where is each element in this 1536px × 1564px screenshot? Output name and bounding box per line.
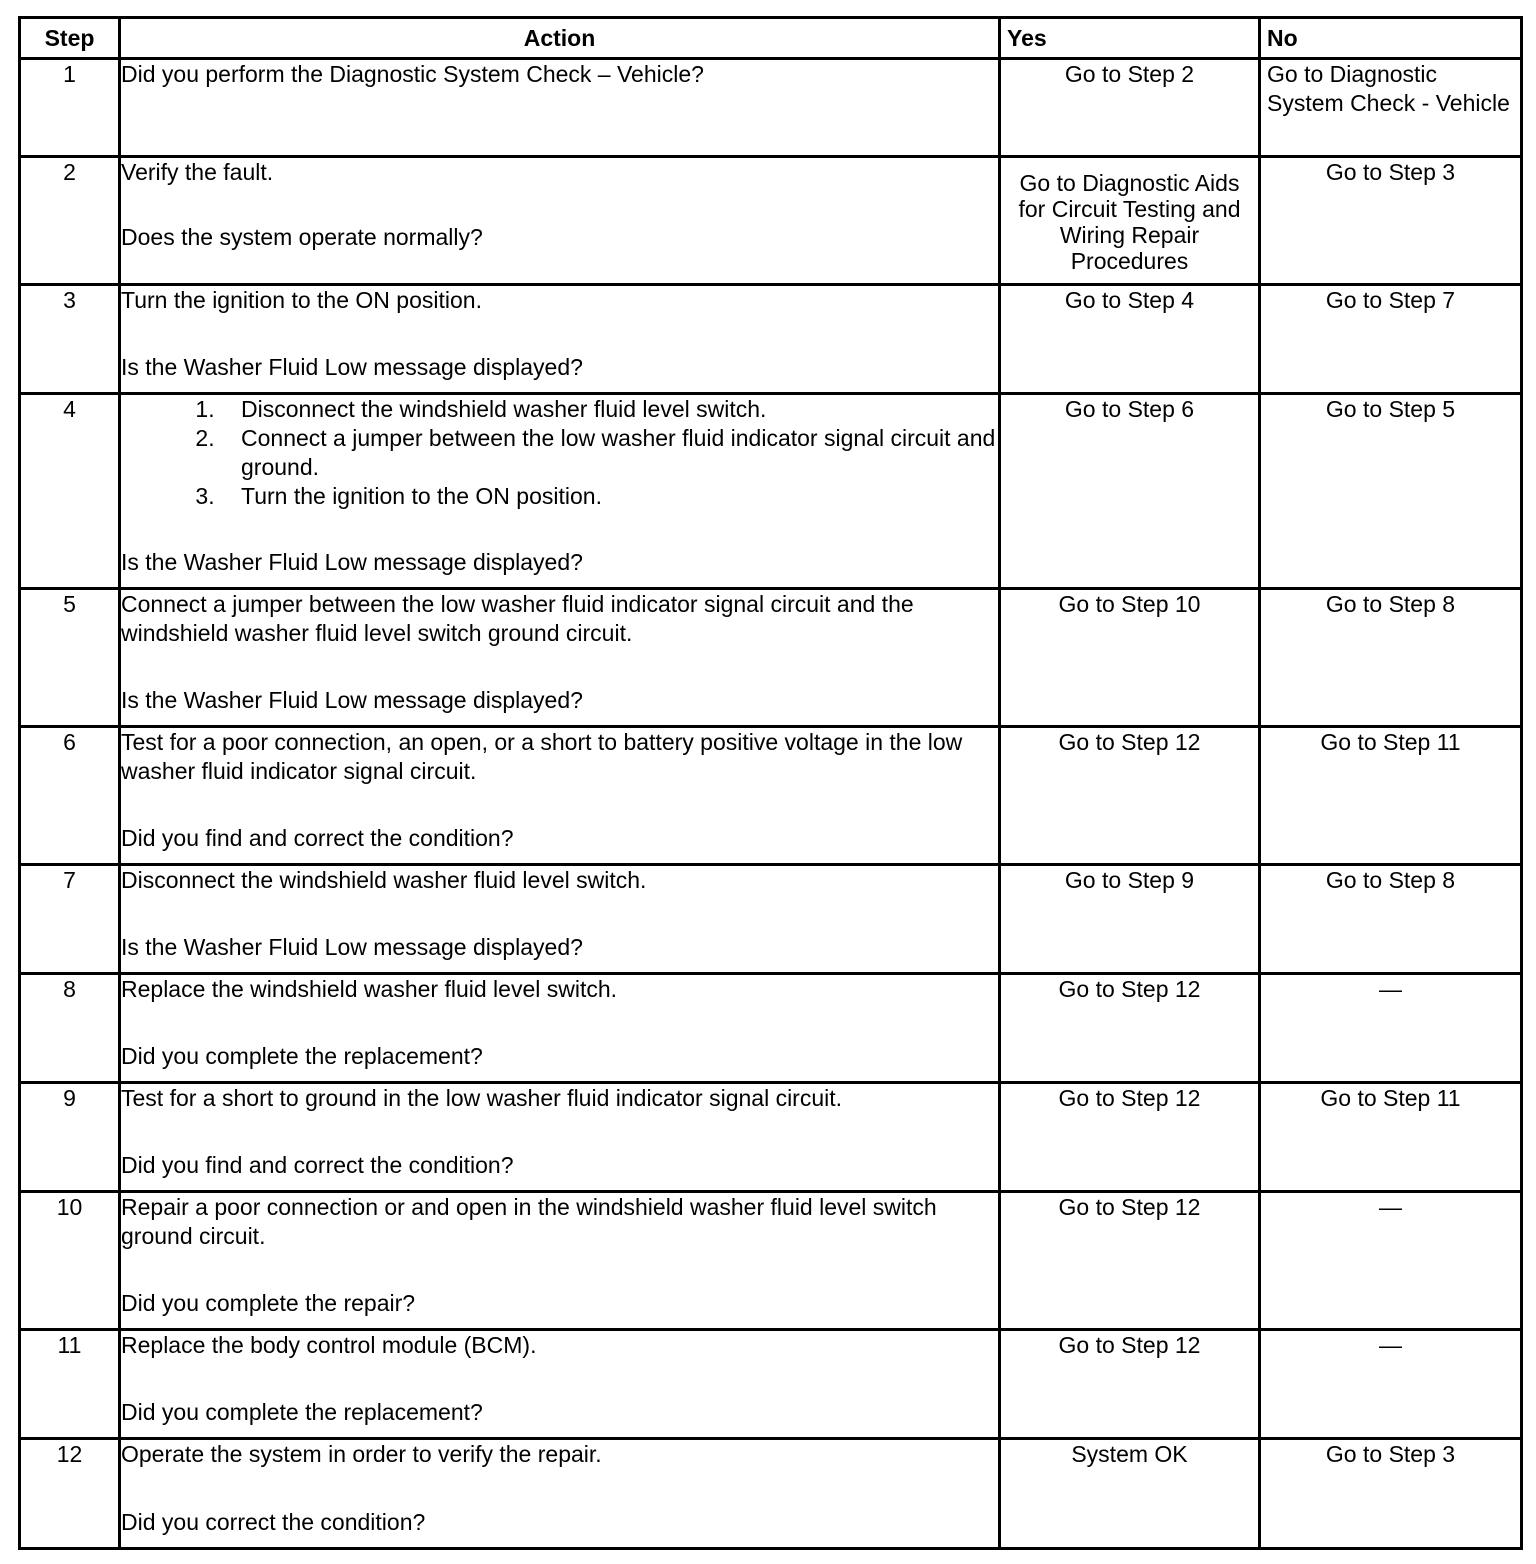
action-cell xyxy=(120,1439,1000,1549)
action-cell xyxy=(120,865,1000,974)
action-cell xyxy=(120,157,1000,285)
action-text: Operate the system in order to verify the repair. xyxy=(121,1441,602,1467)
diagnostic-table xyxy=(18,16,1523,1550)
table-row xyxy=(20,59,1522,157)
action-question: Is the Washer Fluid Low message displayed? xyxy=(121,687,583,713)
action-question: Did you complete the replacement? xyxy=(121,1399,483,1425)
step-number: 10 xyxy=(20,1192,120,1330)
yes-cell: Go to Step 12 xyxy=(1000,727,1260,865)
action-cell xyxy=(120,1083,1000,1192)
action-question: Does the system operate normally? xyxy=(121,224,483,250)
table-row xyxy=(20,589,1522,727)
step-number: 2 xyxy=(20,157,120,285)
step-number: 3 xyxy=(20,285,120,394)
action-cell xyxy=(120,974,1000,1083)
table-row xyxy=(20,157,1522,285)
action-question: Did you complete the replacement? xyxy=(121,1043,483,1069)
header-action: Action xyxy=(120,18,1000,59)
substep-item: 2. Connect a jumper between the low washer fluid indicator signal circuit and ground. xyxy=(221,424,998,482)
action-text: Replace the windshield washer fluid level switch. xyxy=(121,976,618,1002)
action-question: Did you complete the repair? xyxy=(121,1290,416,1316)
yes-cell: Go to Step 6 xyxy=(1000,394,1260,589)
substep-item: 1. Disconnect the windshield washer fluid level switch. xyxy=(221,395,998,424)
header-no: No xyxy=(1260,18,1522,59)
no-cell: Go to Diagnostic System Check - Vehicle xyxy=(1260,59,1522,157)
header-step: Step xyxy=(20,18,120,59)
header-row xyxy=(20,18,1522,59)
table-row xyxy=(20,1083,1522,1192)
action-text: Turn the ignition to the ON position. xyxy=(121,287,482,313)
action-cell xyxy=(120,285,1000,394)
table-row xyxy=(20,1330,1522,1439)
action-cell xyxy=(120,727,1000,865)
no-cell: Go to Step 5 xyxy=(1260,394,1522,589)
yes-cell: Go to Step 10 xyxy=(1000,589,1260,727)
no-cell: Go to Step 7 xyxy=(1260,285,1522,394)
step-number: 1 xyxy=(20,59,120,157)
no-cell: Go to Step 3 xyxy=(1260,1439,1522,1549)
yes-cell: Go to Diagnostic Aids for Circuit Testing and Wiring Repair Procedures xyxy=(1000,157,1260,285)
table-row xyxy=(20,974,1522,1083)
table-row xyxy=(20,285,1522,394)
table-row xyxy=(20,865,1522,974)
table-row xyxy=(20,394,1522,589)
table-row xyxy=(20,727,1522,865)
yes-cell: Go to Step 12 xyxy=(1000,1330,1260,1439)
step-number: 8 xyxy=(20,974,120,1083)
no-cell: — xyxy=(1260,1330,1522,1439)
action-text: Test for a poor connection, an open, or a short to battery positive voltage in the low washer fluid indicator signal circuit. xyxy=(121,729,963,784)
yes-cell: System OK xyxy=(1000,1439,1260,1549)
substep-item: 3. Turn the ignition to the ON position. xyxy=(221,482,998,511)
action-text: Verify the fault. xyxy=(121,159,274,185)
action-question: Is the Washer Fluid Low message displayed? xyxy=(121,934,583,960)
step-number: 12 xyxy=(20,1439,120,1549)
no-cell: Go to Step 3 xyxy=(1260,157,1522,285)
no-cell: Go to Step 8 xyxy=(1260,865,1522,974)
action-text: Test for a short to ground in the low washer fluid indicator signal circuit. xyxy=(121,1085,843,1111)
step-number: 11 xyxy=(20,1330,120,1439)
yes-cell: Go to Step 4 xyxy=(1000,285,1260,394)
table-row xyxy=(20,1439,1522,1549)
action-text: Disconnect the windshield washer fluid level switch. xyxy=(121,867,647,893)
step-number: 7 xyxy=(20,865,120,974)
action-cell xyxy=(120,59,1000,157)
step-number: 9 xyxy=(20,1083,120,1192)
action-question: Did you correct the condition? xyxy=(121,1509,426,1535)
yes-cell: Go to Step 9 xyxy=(1000,865,1260,974)
no-cell: Go to Step 11 xyxy=(1260,727,1522,865)
substep-list xyxy=(121,395,998,511)
header-yes: Yes xyxy=(1000,18,1260,59)
action-text: Connect a jumper between the low washer fluid indicator signal circuit and the windshield washer fluid level switch ground circuit. xyxy=(121,591,914,646)
action-question: Is the Washer Fluid Low message displayed? xyxy=(121,549,583,575)
action-text: Replace the body control module (BCM). xyxy=(121,1332,537,1358)
table-row xyxy=(20,1192,1522,1330)
step-number: 4 xyxy=(20,394,120,589)
yes-cell: Go to Step 12 xyxy=(1000,1083,1260,1192)
action-text: Did you perform the Diagnostic System Check – Vehicle? xyxy=(121,61,704,87)
action-text: Repair a poor connection or and open in the windshield washer fluid level switch ground circuit. xyxy=(121,1194,937,1249)
step-number: 5 xyxy=(20,589,120,727)
yes-cell: Go to Step 12 xyxy=(1000,1192,1260,1330)
action-question: Did you find and correct the condition? xyxy=(121,1152,514,1178)
action-cell xyxy=(120,1330,1000,1439)
step-number: 6 xyxy=(20,727,120,865)
no-cell: — xyxy=(1260,1192,1522,1330)
action-cell xyxy=(120,589,1000,727)
action-cell xyxy=(120,394,1000,589)
no-cell: Go to Step 8 xyxy=(1260,589,1522,727)
action-question: Is the Washer Fluid Low message displayed? xyxy=(121,354,583,380)
action-question: Did you find and correct the condition? xyxy=(121,825,514,851)
action-cell xyxy=(120,1192,1000,1330)
yes-cell: Go to Step 12 xyxy=(1000,974,1260,1083)
yes-cell: Go to Step 2 xyxy=(1000,59,1260,157)
no-cell: — xyxy=(1260,974,1522,1083)
no-cell: Go to Step 11 xyxy=(1260,1083,1522,1192)
